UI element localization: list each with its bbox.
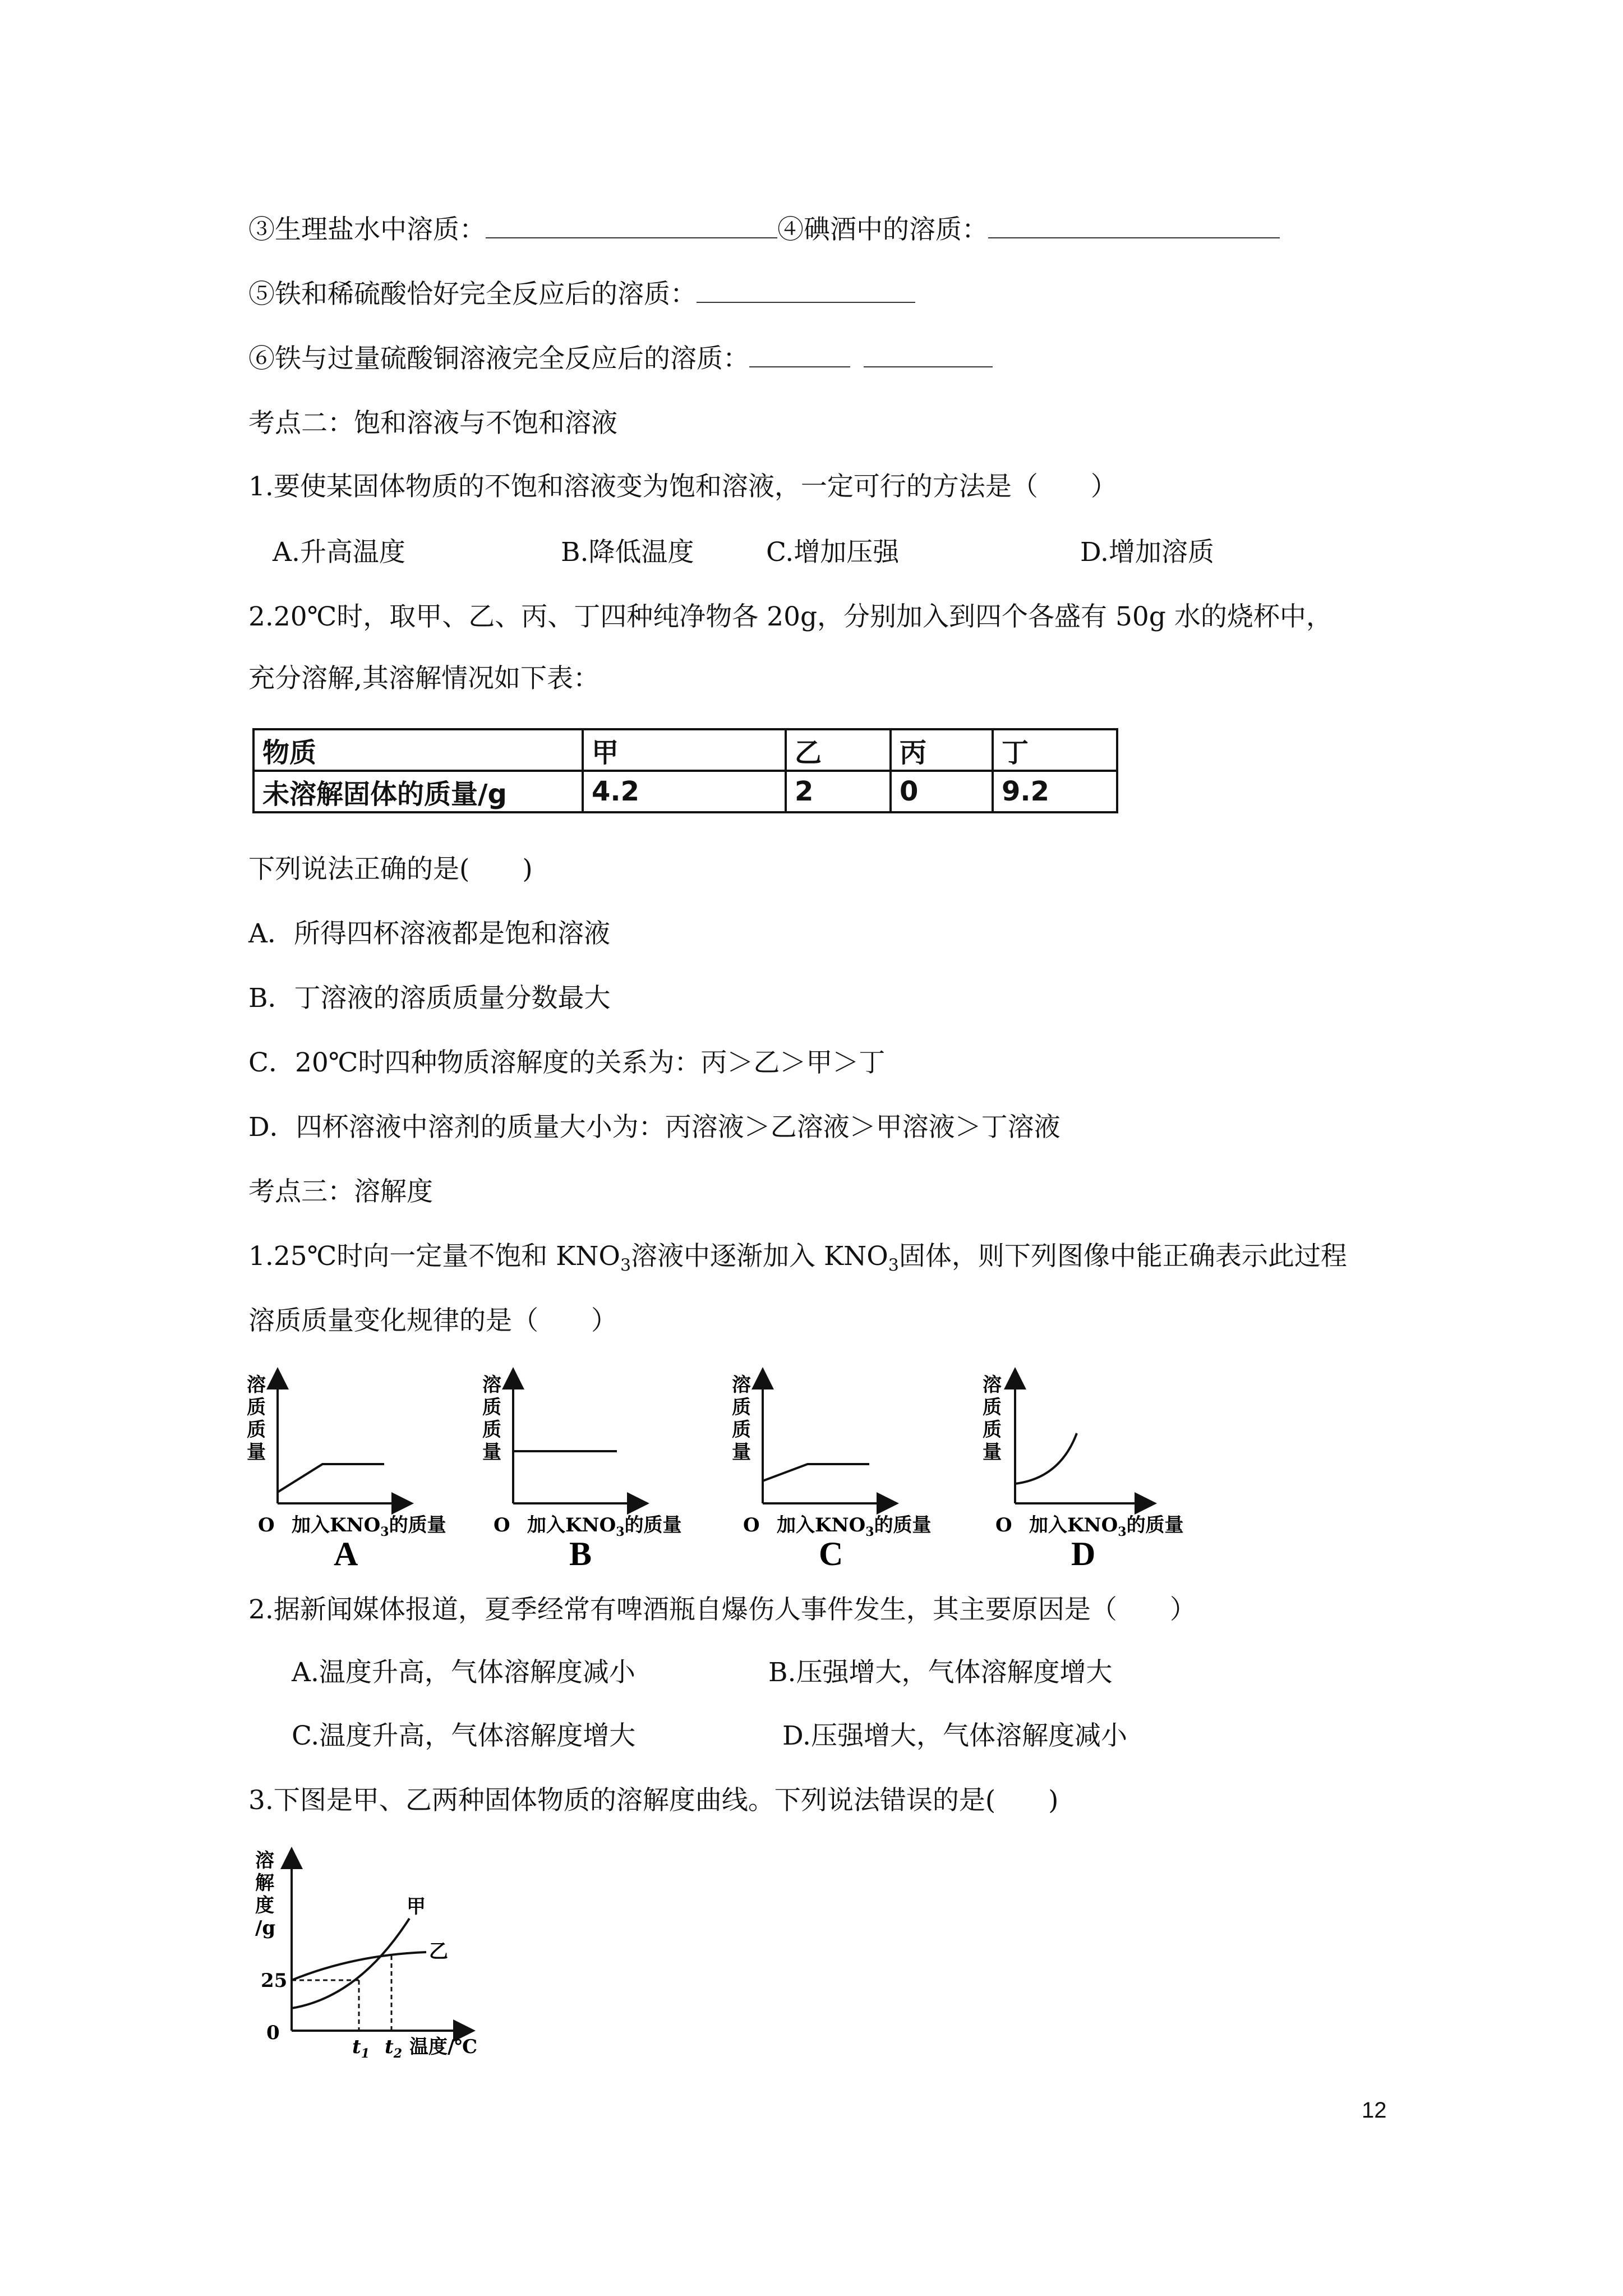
ylabel-char: 质 (247, 1396, 266, 1419)
xlabel: 加入$KNO_3$的质量 (777, 1514, 932, 1539)
table-cell: 2 (786, 771, 891, 812)
xlabel: 加入$KNO_3$的质量 (1029, 1514, 1184, 1539)
k3-question-3: 3.下图是甲、乙两种固体物质的溶解度曲线。下列说法错误的是( ) (248, 1785, 1059, 1816)
graph-letter-a: A (334, 1535, 358, 1572)
graph-a-curve (278, 1464, 384, 1492)
question-5-line (248, 278, 915, 311)
page-number: 12 (1362, 2098, 1387, 2123)
sol-y25-label: 25 (261, 1970, 288, 1992)
kno3-graphs-svg (247, 1369, 1368, 1571)
table-cell: 9.2 (993, 771, 1117, 812)
graph-c-curve (763, 1464, 869, 1481)
q4-text: ④碘酒中的溶质： (777, 214, 988, 245)
sol-ylabel-char: 解 (255, 1872, 274, 1894)
q3-blank[interactable] (486, 215, 777, 238)
origin-label: O (743, 1514, 760, 1536)
k3-q2-option-c: C.温度升高，气体溶解度增大 (292, 1720, 636, 1751)
xlabel: 加入$KNO_3$的质量 (527, 1514, 682, 1539)
k2-q2-option-c: C．20℃时四种物质溶解度的关系为：丙＞乙＞甲＞丁 (248, 1047, 886, 1078)
origin-label: O (494, 1514, 510, 1536)
graph-letter-b: B (569, 1535, 592, 1572)
graph-c[interactable] (732, 1372, 932, 1572)
solubility-curve-svg (247, 1846, 505, 2059)
q6-blank-2[interactable] (864, 344, 993, 367)
sol-xlabel: 温度/℃ (409, 2036, 478, 2058)
ylabel-char: 溶 (732, 1374, 751, 1396)
k2-q1-option-d: D.增加溶质 (1080, 537, 1214, 568)
k2-q1-option-a: A.升高温度 (273, 537, 405, 568)
graph-letter-c: C (819, 1535, 843, 1572)
graph-letter-d: D (1071, 1535, 1096, 1572)
graph-d-curve (1015, 1433, 1077, 1484)
table-cell: 甲 (583, 729, 786, 771)
k3q1-text-2: 溶液中逐渐加入 KNO (631, 1241, 888, 1272)
k2-q1-option-b: B.降低温度 (561, 537, 694, 568)
table-cell: 4.2 (583, 771, 786, 812)
dissolution-table (252, 728, 1118, 813)
sol-origin-label: 0 (266, 2022, 280, 2044)
k2-q2-stem: 下列说法正确的是( ) (248, 854, 533, 885)
k2-q2-option-a: A．所得四杯溶液都是饱和溶液 (248, 918, 610, 949)
k3-question-2: 2.据新闻媒体报道，夏季经常有啤酒瓶自爆伤人事件发生，其主要原因是（ ） (248, 1594, 1196, 1625)
sol-ylabel-char: 度 (255, 1894, 274, 1917)
solubility-curve-figure (247, 1846, 505, 2059)
k2-q2-option-d: D．四杯溶液中溶剂的质量大小为：丙溶液＞乙溶液＞甲溶液＞丁溶液 (248, 1112, 1061, 1143)
origin-label: O (258, 1514, 275, 1536)
table-cell: 0 (891, 771, 993, 812)
graph-b[interactable] (482, 1372, 682, 1572)
series-label-jia: 甲 (407, 1895, 426, 1918)
table-cell: 丙 (891, 729, 993, 771)
k3-question-1-line-1 (248, 1240, 1347, 1282)
ylabel-char: 质 (732, 1396, 751, 1419)
k2-question-2-line-1: 2.20℃时，取甲、乙、丙、丁四种纯净物各 20g，分别加入到四个各盛有 50g 水的烧杯中， (248, 601, 1332, 632)
k2-question-1: 1.要使某固体物质的不饱和溶液变为饱和溶液，一定可行的方法是（ ） (248, 471, 1117, 502)
xlabel: 加入$KNO_3$的质量 (292, 1514, 446, 1539)
subscript: 3 (620, 1255, 631, 1276)
ylabel-char: 量 (482, 1441, 501, 1464)
ylabel-char: 溶 (482, 1374, 501, 1396)
origin-label: O (995, 1514, 1012, 1536)
t2-label: $t_2$ (385, 2036, 403, 2061)
ylabel-char: 质 (983, 1396, 1002, 1419)
k3-q2-option-d: D.压强增大，气体溶解度减小 (782, 1720, 1127, 1751)
k3q1-text-3: 固体，则下列图像中能正确表示此过程 (898, 1241, 1347, 1272)
k2-q2-option-b: B．丁溶液的溶质质量分数最大 (248, 983, 611, 1014)
ylabel-char: 质 (482, 1419, 501, 1441)
table-row (253, 771, 1117, 812)
q3-text: ③生理盐水中溶质： (248, 214, 486, 245)
t1-label: $t_1$ (352, 2036, 370, 2061)
q6-text: ⑥铁与过量硫酸铜溶液完全反应后的溶质： (248, 343, 749, 374)
k3q1-text-1: 1.25℃时向一定量不饱和 KNO (248, 1241, 620, 1272)
kno3-graphs (247, 1369, 1368, 1571)
k3-question-1-line-2: 溶质质量变化规律的是（ ） (248, 1305, 617, 1336)
graph-a[interactable] (247, 1372, 446, 1572)
graph-d[interactable] (983, 1372, 1184, 1572)
k3-q2-option-b: B.压强增大，气体溶解度增大 (768, 1657, 1113, 1688)
q5-blank[interactable] (697, 279, 915, 303)
question-3-4-line (248, 213, 1280, 247)
ylabel-char: 量 (983, 1441, 1002, 1464)
section-kaodian-3: 考点三：溶解度 (248, 1176, 433, 1207)
table-header-row (253, 729, 1117, 771)
table-cell: 物质 (253, 729, 583, 771)
ylabel-char: 量 (732, 1441, 751, 1464)
ylabel-char: 质 (482, 1396, 501, 1419)
q5-text: ⑤铁和稀硫酸恰好完全反应后的溶质： (248, 279, 697, 310)
table-cell: 丁 (993, 729, 1117, 771)
table-cell: 未溶解固体的质量/g (253, 771, 583, 812)
q6-blank-1[interactable] (749, 344, 850, 367)
series-label-yi: 乙 (429, 1940, 448, 1963)
sol-yunit: /g (255, 1917, 276, 1939)
k3-q2-option-a: A.温度升高，气体溶解度减小 (292, 1657, 635, 1688)
table-cell: 乙 (786, 729, 891, 771)
ylabel-char: 质 (247, 1419, 266, 1441)
subscript: 3 (888, 1255, 899, 1276)
ylabel-char: 量 (247, 1441, 266, 1464)
section-kaodian-2: 考点二：饱和溶液与不饱和溶液 (248, 408, 617, 439)
ylabel-char: 质 (732, 1419, 751, 1441)
k2-q1-option-c: C.增加压强 (766, 537, 900, 568)
q4-blank[interactable] (988, 215, 1280, 238)
ylabel-char: 质 (983, 1419, 1002, 1441)
ylabel-char: 溶 (983, 1374, 1002, 1396)
k2-question-2-line-2: 充分溶解,其溶解情况如下表： (248, 663, 600, 694)
ylabel-char: 溶 (247, 1374, 266, 1396)
sol-ylabel-char: 溶 (255, 1849, 274, 1872)
question-6-line (248, 342, 993, 376)
